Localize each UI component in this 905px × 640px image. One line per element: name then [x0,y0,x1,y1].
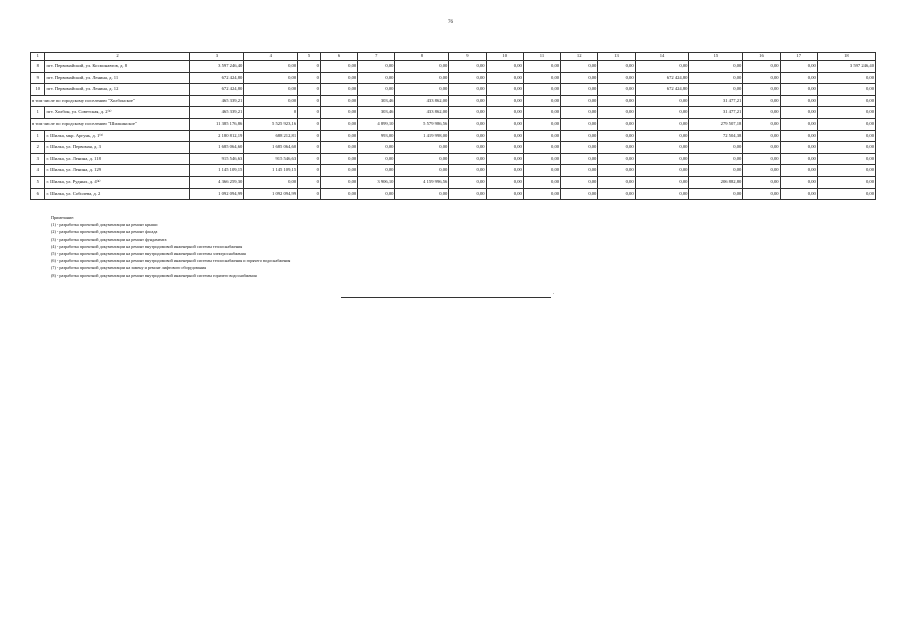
table-cell: 0,00 [561,118,598,130]
notes-title: Примечание: [51,215,75,220]
subtotal-label: в том числе по городскому поселению "Шилкинское" [31,118,190,130]
table-cell: 993,00 [358,130,395,142]
table-cell: 0,00 [780,130,817,142]
closing-rule [341,297,551,298]
column-number: 14 [635,53,689,61]
table-cell: 0,00 [395,165,449,177]
note-item: (1) - разработка проектной документации на ремонт крыши [51,222,158,228]
table-cell: 303,46 [358,95,395,107]
table-cell: 0,00 [635,95,689,107]
table-cell: 0 [244,107,298,119]
table-cell: 3 597 246,40 [190,61,244,73]
subtotal-label: в том числе по городскому поселению "Холбонское" [31,95,190,107]
address-cell: пгт. Холбон, ул. Советская, д. 2⁽⁶⁾ [45,107,190,119]
note-item: (7) - разработка проектной документации на замену и ремонт лифтового оборудования [51,265,207,271]
table-cell: 0,00 [817,118,875,130]
table-cell: 11 385 176,86 [190,118,244,130]
table-cell: 0,00 [561,130,598,142]
table-cell: 0,00 [523,142,560,154]
table-cell: 0,00 [486,153,523,165]
table-cell: 5 579 986,56 [395,118,449,130]
table-cell: 0,00 [780,176,817,188]
table-cell: 0,00 [244,95,298,107]
table-cell: 1 092 094,99 [244,188,298,200]
table-cell: 0,00 [743,95,780,107]
table-cell: 0,00 [743,142,780,154]
table-cell: 0,00 [523,107,560,119]
table-cell: 0,00 [486,84,523,96]
table-cell: 433 862,00 [395,95,449,107]
table-cell: 0,00 [561,72,598,84]
table-cell: 0,00 [817,72,875,84]
table-cell: 0,00 [486,165,523,177]
table-cell: 0,00 [743,118,780,130]
table-cell: 0,00 [449,107,486,119]
table-cell: 0,00 [635,118,689,130]
table-cell: 0,00 [689,188,743,200]
table-cell: 0,00 [689,142,743,154]
table-cell: 0,00 [358,84,395,96]
table-cell: 4 899,10 [358,118,395,130]
table-row [31,188,876,200]
table-cell: 279 507,18 [689,118,743,130]
table-cell: 0,00 [320,142,357,154]
subtotal-row [31,118,876,130]
closing-mark: . [553,291,555,296]
table-cell: 8 [31,61,45,73]
table-cell: 0,00 [743,176,780,188]
table-cell: 0,00 [598,95,635,107]
table-cell: 0,00 [598,130,635,142]
table-cell: 0,00 [689,72,743,84]
table-cell: 0,00 [689,84,743,96]
table-cell: 0,00 [561,153,598,165]
table-row [31,61,876,73]
table-row [31,107,876,119]
table-cell: 1 145 109,15 [190,165,244,177]
table-cell: 0,00 [244,176,298,188]
table-cell: 0,00 [780,153,817,165]
table-cell: 2 180 812,19 [190,130,244,142]
table-cell: 0,00 [523,165,560,177]
table-cell: 0,00 [743,107,780,119]
table-row [31,153,876,165]
table-cell: 0,00 [320,95,357,107]
table-cell: 0 [298,130,321,142]
table-cell: 0,00 [320,84,357,96]
table-cell: 3 [31,153,45,165]
table-cell: 5 [31,176,45,188]
table-cell: 0,00 [561,165,598,177]
table-cell: 0,00 [320,165,357,177]
table-cell: 688 212,81 [244,130,298,142]
address-cell: г. Шилка, ул. Ленина, д. 118 [45,153,190,165]
table-cell: 1 685 064,60 [190,142,244,154]
table-cell: 1 [31,130,45,142]
table-cell: 0,00 [244,61,298,73]
page-number: 76 [448,20,453,25]
table-cell: 5 525 923,16 [244,118,298,130]
column-number: 12 [561,53,598,61]
table-cell: 0,00 [395,153,449,165]
table-cell: 0,00 [244,84,298,96]
table-cell: 0,00 [635,107,689,119]
table-cell: 0,00 [320,176,357,188]
table-cell: 0,00 [635,165,689,177]
table-cell: 0,00 [743,130,780,142]
table-cell: 0,00 [358,142,395,154]
table-cell: 0,00 [523,95,560,107]
note-item: (6) - разработка проектной документации на ремонт внутридомовой инженерной системы теплоснабжения и горячего водоснабжения [51,258,291,264]
table-cell: 10 [31,84,45,96]
table-cell: 0,00 [817,107,875,119]
table-cell: 0,00 [598,61,635,73]
table-cell: 0,00 [449,118,486,130]
table-cell: 3 906,10 [358,176,395,188]
table-cell: 0,00 [449,188,486,200]
table-cell: 672 424,80 [635,72,689,84]
table-cell: 0,00 [561,107,598,119]
table-cell: 0,00 [449,95,486,107]
table-cell: 0 [298,176,321,188]
table-cell: 0,00 [817,165,875,177]
table-cell: 0,00 [780,118,817,130]
table-cell: 0,00 [449,165,486,177]
table-cell: 0,00 [449,84,486,96]
column-number: 16 [743,53,780,61]
column-number-row [31,53,876,61]
table-cell: 1 145 109,15 [244,165,298,177]
table-cell: 303,46 [358,107,395,119]
table-cell: 0,00 [598,176,635,188]
table-cell: 0,00 [817,95,875,107]
table-cell: 0,00 [523,176,560,188]
table-cell: 0,00 [743,165,780,177]
table-cell: 0,00 [358,153,395,165]
table-cell: 0,00 [689,61,743,73]
table-cell: 0,00 [449,176,486,188]
table-cell: 0,00 [743,84,780,96]
table-cell: 0 [298,188,321,200]
address-cell: г. Шилка, ул. Первомая, д. 3 [45,142,190,154]
table-cell: 9 [31,72,45,84]
table-cell: 31 477,21 [689,95,743,107]
table-cell: 0,00 [743,72,780,84]
column-number: 13 [598,53,635,61]
table-cell: 0,00 [635,130,689,142]
table-cell: 0,00 [523,153,560,165]
column-number: 2 [45,53,190,61]
table-cell: 0,00 [523,130,560,142]
table-cell: 672 424,80 [190,84,244,96]
table-cell: 0,00 [523,118,560,130]
table-cell: 0 [298,72,321,84]
table-cell: 0,00 [358,188,395,200]
notes-section [51,214,290,279]
table-row [31,142,876,154]
table-cell: 0,00 [817,130,875,142]
note-item: (3) - разработка проектной документации на ремонт фундамента [51,236,167,242]
table-cell: 0,00 [598,153,635,165]
table-cell: 0,00 [561,61,598,73]
table-cell: 0,00 [486,95,523,107]
table-cell: 0,00 [780,84,817,96]
table-cell: 0,00 [780,95,817,107]
table-cell: 0,00 [689,153,743,165]
table-cell: 0 [298,153,321,165]
table-cell: 0,00 [395,72,449,84]
table-cell: 0 [298,142,321,154]
table-row [31,72,876,84]
table-cell: 0,00 [486,107,523,119]
table-cell: 0,00 [635,61,689,73]
table-cell: 0,00 [743,188,780,200]
table-cell: 0,00 [598,107,635,119]
table-cell: 0,00 [817,176,875,188]
table-cell: 915 546,63 [190,153,244,165]
table-cell: 1 [31,107,45,119]
table-cell: 0 [298,84,321,96]
table-cell: 1 092 094,99 [190,188,244,200]
table-cell: 672 424,80 [635,84,689,96]
table-cell: 0,00 [780,72,817,84]
table-cell: 0,00 [320,107,357,119]
table-cell: 0,00 [780,188,817,200]
table-cell: 0 [298,61,321,73]
address-cell: пгт. Первомайский, ул. Космонавтов, д. 8 [45,61,190,73]
table-cell: 1 419 998,00 [395,130,449,142]
table-cell: 0,00 [449,72,486,84]
table-cell: 0,00 [320,72,357,84]
table-cell: 0,00 [449,130,486,142]
table-cell: 0,00 [320,188,357,200]
table-cell: 0,00 [486,118,523,130]
table-row [31,165,876,177]
table-cell: 0,00 [561,95,598,107]
address-cell: г. Шилка, ул. Рудных, д. 4⁽⁴⁾ [45,176,190,188]
table-cell: 4 366 259,30 [190,176,244,188]
table-cell: 0,00 [486,142,523,154]
table-cell: 0,00 [449,153,486,165]
table-cell: 0,00 [244,72,298,84]
table-cell: 0,00 [523,84,560,96]
table-cell: 1 685 064,60 [244,142,298,154]
table-cell: 0,00 [320,153,357,165]
table-cell: 465 339,21 [190,107,244,119]
address-cell: пгт. Первомайский, ул. Ленина, д. 11 [45,72,190,84]
table-cell: 4 159 996,56 [395,176,449,188]
table-cell: 465 339,21 [190,95,244,107]
table-cell: 0,00 [358,165,395,177]
table-cell: 0,00 [743,153,780,165]
table-cell: 0,00 [320,118,357,130]
note-item: (8) - разработка проектной документации на ремонт внутридомовой инженерной системы горячего водоснабжения [51,272,257,278]
table-cell: 0,00 [780,61,817,73]
table-cell: 0,00 [561,142,598,154]
subtotal-row [31,95,876,107]
table-cell: 2 [31,142,45,154]
table-cell: 0,00 [523,72,560,84]
table-cell: 0,00 [780,165,817,177]
address-cell: пгт. Первомайский, ул. Ленина, д. 12 [45,84,190,96]
table-cell: 0,00 [598,165,635,177]
table-cell: 0,00 [689,165,743,177]
table-row [31,84,876,96]
table-cell: 0,00 [635,188,689,200]
table-cell: 0,00 [561,84,598,96]
table-cell: 0,00 [486,61,523,73]
address-cell: г. Шилка, ул. Соболева, д. 2 [45,188,190,200]
table-cell: 0,00 [320,130,357,142]
table-cell: 0,00 [817,153,875,165]
column-number: 17 [780,53,817,61]
table-cell: 0,00 [598,84,635,96]
table-cell: 0,00 [486,130,523,142]
table-cell: 0,00 [395,142,449,154]
table-cell: 0 [298,165,321,177]
table-cell: 206 882,80 [689,176,743,188]
table-cell: 0,00 [598,72,635,84]
table-cell: 915 546,63 [244,153,298,165]
table-cell: 0,00 [449,61,486,73]
table-cell: 672 424,80 [190,72,244,84]
address-cell: г. Шилка, ул. Ленина, д. 129 [45,165,190,177]
table-cell: 0,00 [395,84,449,96]
column-number: 11 [523,53,560,61]
table-cell: 0,00 [486,188,523,200]
table-row [31,176,876,188]
column-number: 1 [31,53,45,61]
table-cell: 0 [298,107,321,119]
table-cell: 0,00 [523,188,560,200]
column-number: 8 [395,53,449,61]
table-cell: 0,00 [635,176,689,188]
table-cell: 6 [31,188,45,200]
column-number: 7 [358,53,395,61]
table-cell: 0,00 [743,61,780,73]
table-cell: 0,00 [395,188,449,200]
repair-cost-table [30,52,876,200]
table-cell: 0 [298,118,321,130]
table-cell: 0,00 [598,142,635,154]
table-cell: 0,00 [523,61,560,73]
note-item: (2) - разработка проектной документации на ремонт фасада [51,229,158,235]
table-cell: 0,00 [358,72,395,84]
table-cell: 433 862,00 [395,107,449,119]
note-item: (5) - разработка проектной документации на ремонт внутридомовой инженерной системы электроснабжения [51,251,246,257]
column-number: 6 [320,53,357,61]
column-number: 9 [449,53,486,61]
table-cell: 3 597 246,40 [817,61,875,73]
table-cell: 0,00 [598,118,635,130]
column-number: 10 [486,53,523,61]
table-cell: 0,00 [780,107,817,119]
table-cell: 0,00 [320,61,357,73]
table-cell: 0,00 [395,61,449,73]
table-cell: 0 [298,95,321,107]
note-item: (4) - разработка проектной документации на ремонт внутридомовой инженерной системы теплоснабжения [51,243,243,249]
table-cell: 0,00 [598,188,635,200]
column-number: 4 [244,53,298,61]
table-cell: 0,00 [358,61,395,73]
column-number: 15 [689,53,743,61]
column-number: 5 [298,53,321,61]
table-cell: 0,00 [635,153,689,165]
table-row [31,130,876,142]
table-cell: 0,00 [449,142,486,154]
table-cell: 0,00 [817,188,875,200]
table-cell: 31 477,21 [689,107,743,119]
address-cell: г. Шилка, мкр. Аргунь, д. 1⁽⁵⁾ [45,130,190,142]
table-cell: 0,00 [817,142,875,154]
column-number: 3 [190,53,244,61]
table-cell: 0,00 [486,176,523,188]
table-cell: 0,00 [780,142,817,154]
table-cell: 4 [31,165,45,177]
column-number: 18 [817,53,875,61]
table-cell: 0,00 [486,72,523,84]
table-cell: 0,00 [817,84,875,96]
table-cell: 0,00 [561,176,598,188]
table-cell: 0,00 [635,142,689,154]
table-cell: 0,00 [561,188,598,200]
table-cell: 72 504,38 [689,130,743,142]
